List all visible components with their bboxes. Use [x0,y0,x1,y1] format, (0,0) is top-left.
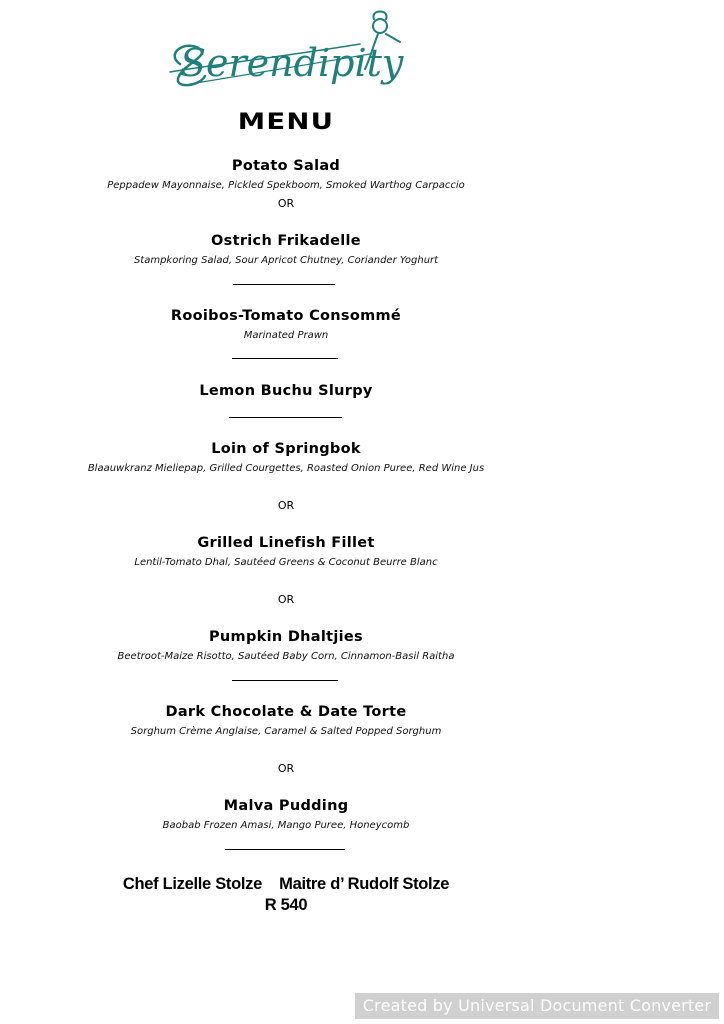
or-separator: OR [277,593,295,606]
dish-linefish: Grilled Linefish Fillet [197,535,375,551]
divider [232,358,338,359]
divider [233,284,335,285]
menu-title: MENU [237,110,335,135]
dish-springbok: Loin of Springbok [211,441,361,457]
divider [225,849,345,850]
watermark-footer: Created by Universal Document Converter [355,993,719,1019]
or-separator: OR [277,762,295,775]
price: R 540 [264,896,308,914]
serendipity-logo [160,4,410,114]
dish-torte-desc: Sorghum Crème Anglaise, Caramel & Salted Popped Sorghum [130,726,442,737]
dish-potato-salad: Potato Salad [231,158,341,174]
dish-pumpkin-desc: Beetroot-Maize Risotto, Sautéed Baby Corn, Cinnamon-Basil Raitha [117,651,455,662]
dish-springbok-desc: Blaauwkranz Mieliepap, Grilled Courgettes, Roasted Onion Puree, Red Wine Jus [87,463,485,474]
dish-malva-desc: Baobab Frozen Amasi, Mango Puree, Honeycomb [162,820,410,831]
dish-ostrich-desc: Stampkoring Salad, Sour Apricot Chutney, Coriander Yoghurt [133,255,439,266]
dish-consomme-desc: Marinated Prawn [243,330,329,341]
divider [232,680,338,681]
chef-credits: Chef Lizelle Stolze Maitre d’ Rudolf Stolze [122,875,450,893]
or-separator: OR [277,499,295,512]
divider [229,417,342,418]
logo-text: Serendipity [180,41,404,85]
dish-consomme: Rooibos-Tomato Consommé [170,308,402,324]
dish-torte: Dark Chocolate & Date Torte [165,704,407,720]
dish-pumpkin: Pumpkin Dhaltjies [209,629,363,645]
dish-ostrich: Ostrich Frikadelle [211,233,361,249]
dish-malva: Malva Pudding [223,798,349,814]
dish-linefish-desc: Lentil-Tomato Dhal, Sautéed Greens & Coconut Beurre Blanc [134,557,438,568]
or-separator: OR [277,197,295,210]
dish-potato-salad-desc: Peppadew Mayonnaise, Pickled Spekboom, Smoked Warthog Carpaccio [107,180,465,191]
dish-slurpy: Lemon Buchu Slurpy [199,383,373,399]
